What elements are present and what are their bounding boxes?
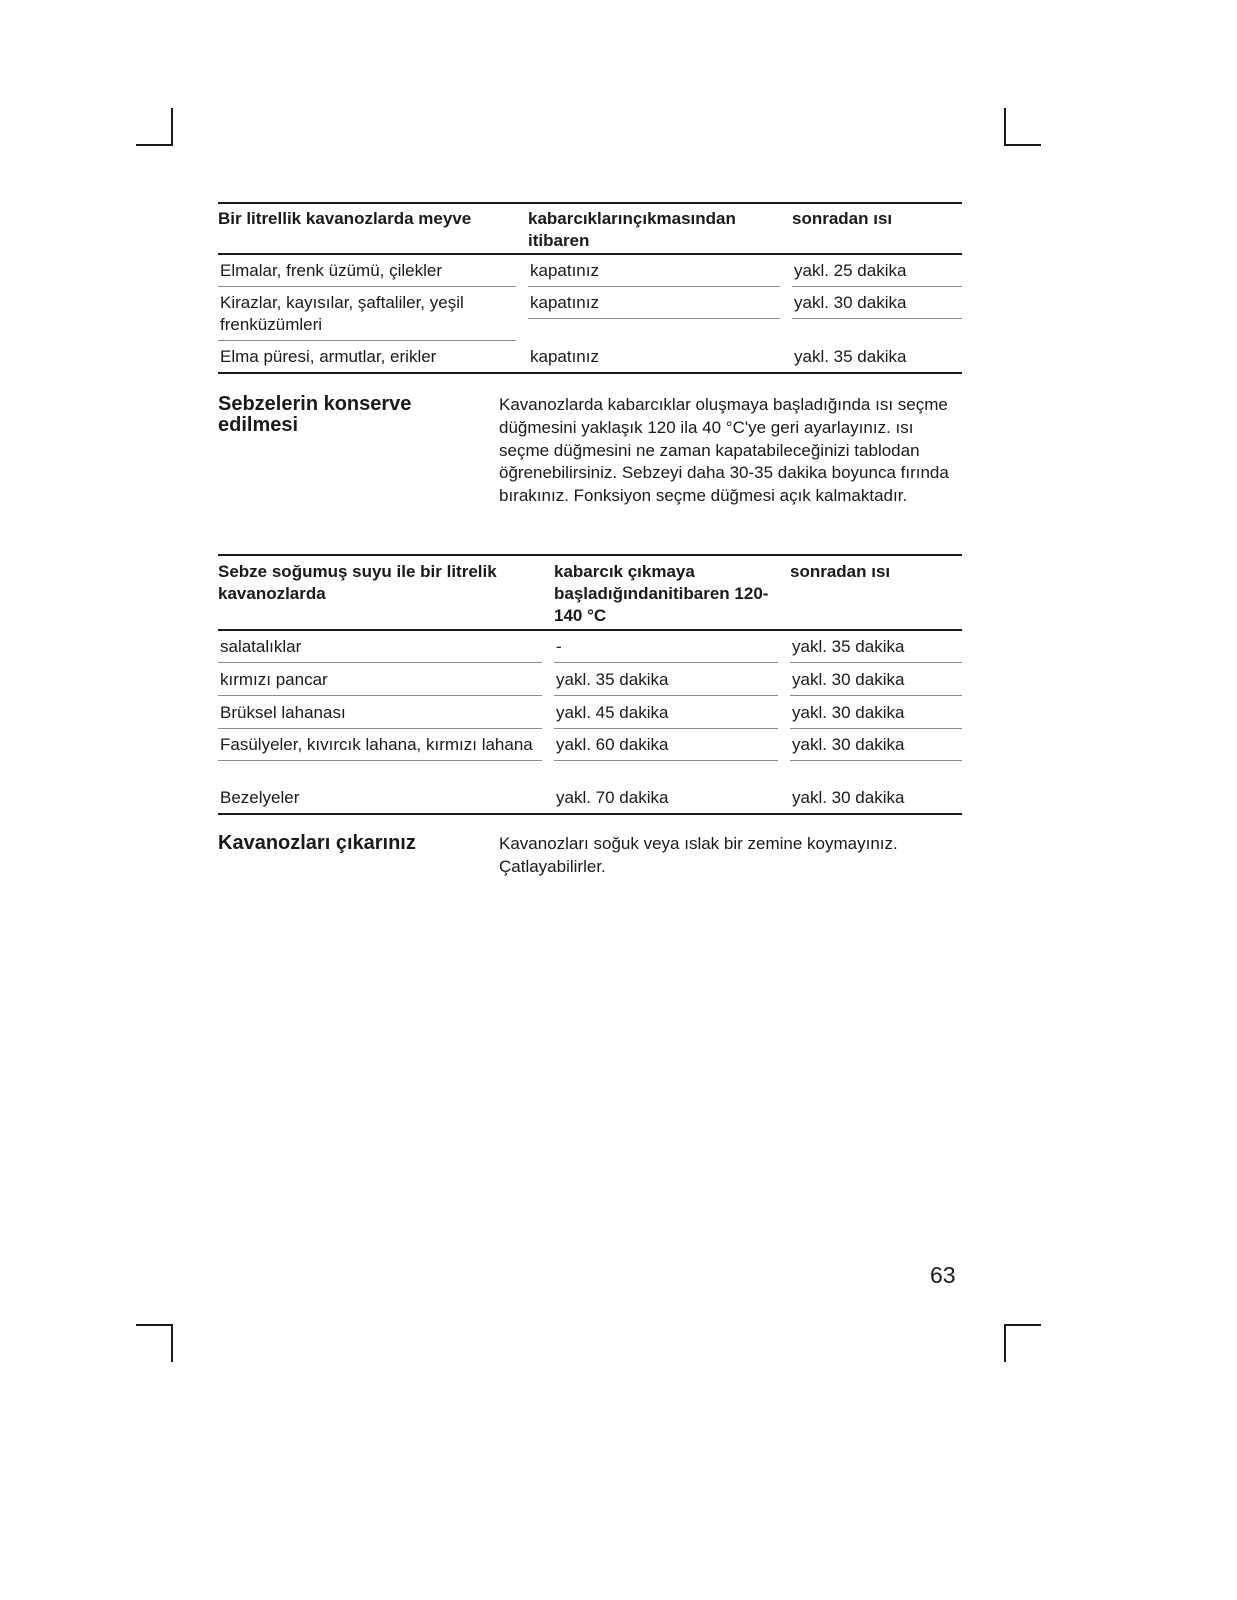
time-cell: yakl. 30 dakika [790,697,962,729]
remove-jars-section [218,833,962,883]
time-cell: yakl. 30 dakika [792,287,962,319]
table-row [218,664,962,697]
table-row [218,287,962,341]
crop-mark-top-left-v [171,108,173,146]
time-cell: yakl. 70 dakika [556,788,669,807]
time-cell: yakl. 25 dakika [792,255,962,287]
table-row [218,341,962,374]
table-row [218,697,962,729]
fruit-cell: Elma püresi, armutlar, erikler [220,347,437,366]
time-cell: yakl. 30 dakika [790,729,962,761]
vegetables-section [218,394,962,534]
time-cell: yakl. 35 dakika [790,631,962,663]
table-header-vegetable: Sebze soğumuş suyu ile bir litrelik kavanozlarda [218,554,542,631]
vegetable-cell: Brüksel lahanası [218,697,542,729]
crop-mark-bottom-right-h [1004,1324,1041,1326]
crop-mark-top-right-h [1004,144,1041,146]
section-body: Kavanozlarda kabarcıklar oluşmaya başladığında ısı seçme düğmesini yaklaşık 120 ila 40 °C'ye geri ayarlayınız. ısı seçme düğmesini ne zaman kapatabileceğinizi tablodan öğrenebilirsiniz. Sebzeyi daha 30-35 dakika boyunca fırında bırakınız. Fonksiyon seçme düğmesi açık kalmaktadır. [499,395,949,506]
action-cell: kapatınız [530,347,599,366]
table-row [218,782,962,815]
time-cell: yakl. 60 dakika [554,729,778,761]
table-header-from-bubbling: kabarcık çıkmaya başladığındanitibaren 120-140 °C [554,554,778,631]
section-title: Sebzelerin konserve edilmesi [218,393,412,436]
vegetable-cell: kırmızı pancar [218,664,542,696]
page-number: 63 [930,1262,956,1288]
fruit-canning-table [218,202,962,374]
crop-mark-bottom-right-v [1004,1324,1006,1362]
table-row [218,729,962,782]
table-header-residual-heat: sonradan ısı [790,554,962,631]
table-row [218,631,962,664]
crop-mark-bottom-left-v [171,1324,173,1362]
time-cell: yakl. 35 dakika [554,664,778,696]
time-cell: yakl. 30 dakika [790,664,962,696]
vegetable-cell: Fasülyeler, kıvırcık lahana, kırmızı lahana [218,729,542,761]
section-title: Kavanozları çıkarınız [218,832,416,854]
action-cell: kapatınız [528,255,780,287]
crop-mark-bottom-left-h [136,1324,173,1326]
vegetable-cell: salatalıklar [218,631,542,663]
time-cell: yakl. 35 dakika [794,347,907,366]
time-cell: - [554,631,778,663]
vegetable-canning-table [218,554,962,815]
table-header-from-bubbling: kabarcıklarınçıkmasından itibaren [528,202,780,255]
crop-mark-top-right-v [1004,108,1006,146]
fruit-cell: Kirazlar, kayısılar, şaftaliler, yeşil frenküzümleri [218,287,516,341]
vegetable-cell: Bezelyeler [220,788,300,807]
action-cell: kapatınız [528,287,780,319]
section-body: Kavanozları soğuk veya ıslak bir zemine koymayınız. Çatlayabilirler. [499,834,898,876]
table-row [218,255,962,287]
time-cell: yakl. 30 dakika [792,788,905,807]
table-header-residual-heat: sonradan ısı [792,202,962,255]
time-cell: yakl. 45 dakika [554,697,778,729]
crop-mark-top-left-h [136,144,173,146]
fruit-cell: Elmalar, frenk üzümü, çilekler [218,255,516,287]
table-header-fruit: Bir litrellik kavanozlarda meyve [218,202,516,255]
